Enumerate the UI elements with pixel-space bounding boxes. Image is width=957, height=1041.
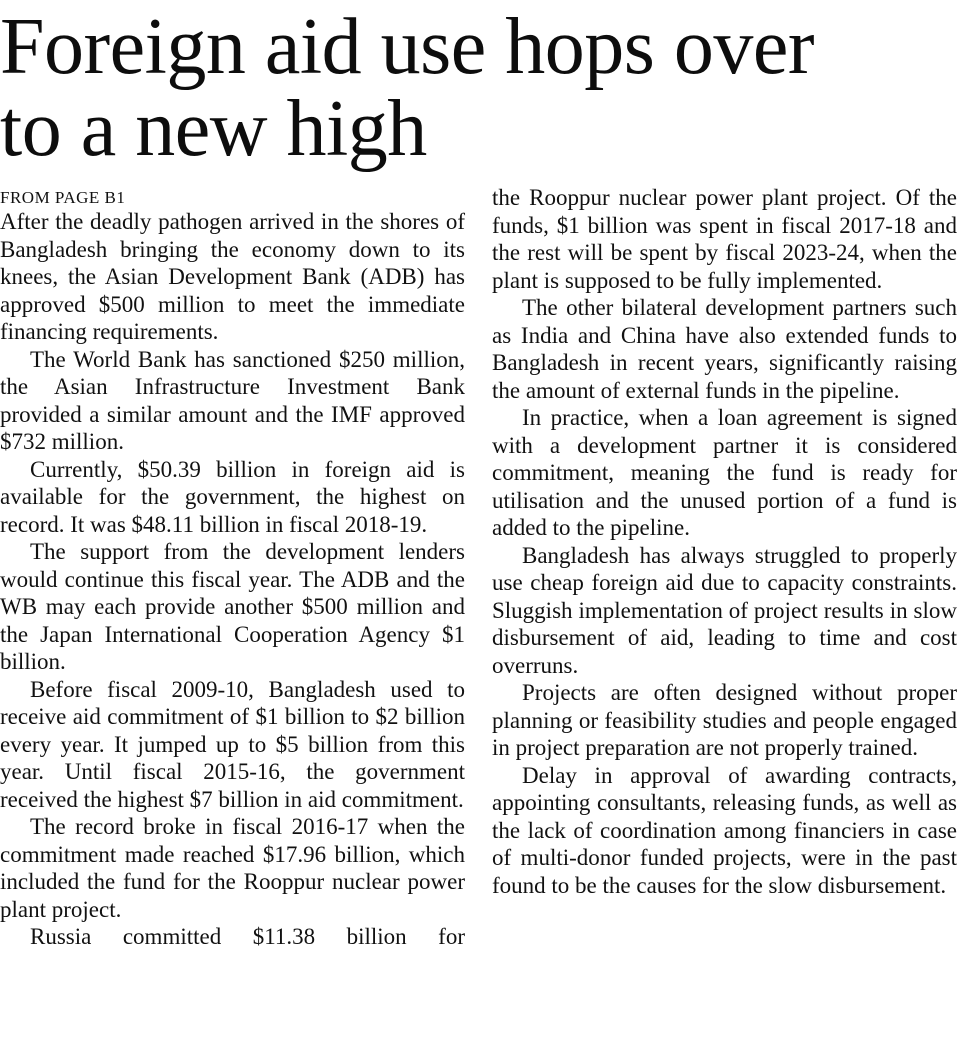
paragraph: Currently, $50.39 billion in foreign aid is available for the government, the highest on record. It was $48.11 billion in fiscal 2018-19.	[0, 456, 465, 537]
article-column-right	[492, 184, 957, 899]
paragraph: Before fiscal 2009-10, Bangladesh used to receive aid commitment of $1 billion to $2 billion every year. It jumped up to $5 billion from this year. Until fiscal 2015-16, the government received the highest $7 billion in aid commitment.	[0, 676, 465, 812]
paragraph: Russia committed $11.38 billion for	[30, 924, 465, 949]
paragraph: After the deadly pathogen arrived in the shores of Bangladesh bringing the economy down to its knees, the Asian Development Bank (ADB) has approved $500 million to meet the immediate financing requirements.	[0, 209, 465, 344]
paragraph: the Rooppur nuclear power plant project. Of the funds, $1 billion was spent in fiscal 2017-18 and the rest will be spent by fiscal 2023-24, when the plant is supposed to be fully implemented.	[492, 185, 957, 293]
paragraph: The World Bank has sanctioned $250 million, the Asian Infrastructure Investment Bank provided a similar amount and the IMF approved $732 million.	[0, 346, 465, 454]
paragraph: The support from the development lenders would continue this fiscal year. The ADB and the WB may each provide another $500 million and the Japan International Cooperation Agency $1 billion.	[0, 539, 465, 674]
headline-line-2: to a new high	[0, 85, 427, 173]
paragraph: Bangladesh has always struggled to properly use cheap foreign aid due to capacity constraints. Sluggish implementation of project results in slow disbursement of aid, leading to time and cost overruns.	[492, 542, 957, 678]
paragraph: The record broke in fiscal 2016-17 when the commitment made reached $17.96 billion, which included the fund for the Rooppur nuclear power plant project.	[0, 814, 465, 922]
paragraph: In practice, when a loan agreement is signed with a development partner it is considered commitment, meaning the fund is ready for utilisation and the unused portion of a fund is added to the pipeline.	[492, 405, 957, 540]
paragraph: Delay in approval of awarding contracts, appointing consultants, releasing funds, as well as the lack of coordination among financiers in case of multi-donor funded projects, were in the past found to be the causes for the slow disbursement.	[492, 762, 957, 898]
continued-from-label: FROM PAGE B1	[0, 188, 126, 207]
headline	[0, 3, 957, 173]
headline-line-1: Foreign aid use hops over	[0, 3, 815, 91]
paragraph: The other bilateral development partners such as India and China have also extended funds to Bangladesh in recent years, significantly raising the amount of external funds in the pipeline.	[492, 295, 957, 403]
paragraph: Projects are often designed without proper planning or feasibility studies and people engaged in project preparation are not properly trained.	[492, 680, 957, 760]
article-column-left	[0, 188, 465, 951]
